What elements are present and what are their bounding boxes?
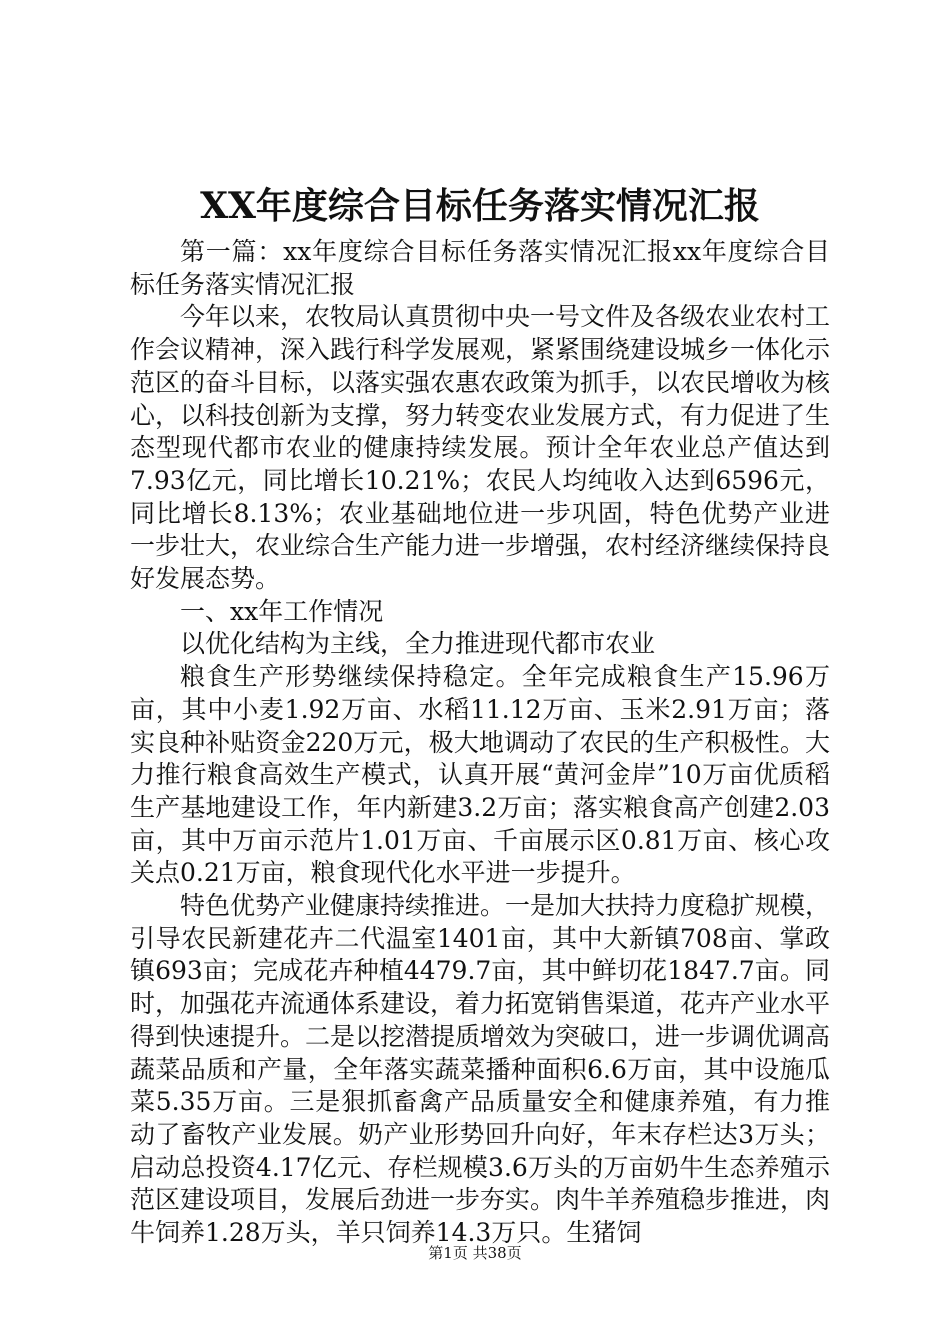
document-title: XX年度综合目标任务落实情况汇报 <box>200 185 760 227</box>
paragraph-grain: 粮食生产形势继续保持稳定。全年完成粮食生产15.96万亩，其中小麦1.92万亩、水稻11.12万亩、玉米2.91万亩；落实良种补贴资金220万元，极大地调动了农民的生产积极性。大力推行粮食高效生产模式，认真开展“黄河金岸”10万亩优质稻生产基地建设工作，年内新建3.2万亩；落实粮食高产创建2.03亩，其中万亩示范片1.01万亩、千亩展示区0.81万亩、核心攻关点0.21万亩，粮食现代化水平进一步提升。 <box>130 662 830 888</box>
document-page <box>130 180 830 1250</box>
subsection-heading: 以优化结构为主线，全力推进现代都市农业 <box>180 629 656 659</box>
paragraph-industry: 特色优势产业健康持续推进。一是加大扶持力度稳扩规模，引导农民新建花卉二代温室1401亩，其中大新镇708亩、掌政镇693亩；完成花卉种植4479.7亩，其中鲜切花1847.7亩。同时，加强花卉流通体系建设，着力拓宽销售渠道，花卉产业水平得到快速提升。二是以挖潜提质增效为突破口，进一步调优调高蔬菜品质和产量，全年落实蔬菜播种面积6.6万亩，其中设施瓜菜5.35万亩。三是狠抓畜禽产品质量安全和健康养殖，有力推动了畜牧产业发展。奶产业形势回升向好，年末存栏达3万头；启动总投资4.17亿元、存栏规模3.6万头的万亩奶牛生态养殖示范区建设项目，发展后劲进一步夯实。肉牛羊养殖稳步推进，肉牛饲养1.28万头，羊只饲养14.3万只。生猪饲 <box>130 891 831 1248</box>
paragraph-intro: 第一篇：xx年度综合目标任务落实情况汇报xx年度综合目标任务落实情况汇报 <box>130 237 830 299</box>
page-number-footer: 第1页 共38页 <box>428 1244 522 1262</box>
section-heading: 一、xx年工作情况 <box>180 596 384 626</box>
document-body <box>130 236 830 1250</box>
paragraph-summary: 今年以来，农牧局认真贯彻中央一号文件及各级农业农村工作会议精神，深入践行科学发展观，紧紧围绕建设城乡一体化示范区的奋斗目标，以落实强农惠农政策为抓手，以农民增收为核心，以科技创新为支撑，努力转变农业发展方式，有力促进了生态型现代都市农业的健康持续发展。预计全年农业总产值达到7.93亿元，同比增长10.21%；农民人均纯收入达到6596元，同比增长8.13%；农业基础地位进一步巩固，特色优势产业进一步壮大，农业综合生产能力进一步增强，农村经济继续保持良好发展态势。 <box>130 302 831 594</box>
